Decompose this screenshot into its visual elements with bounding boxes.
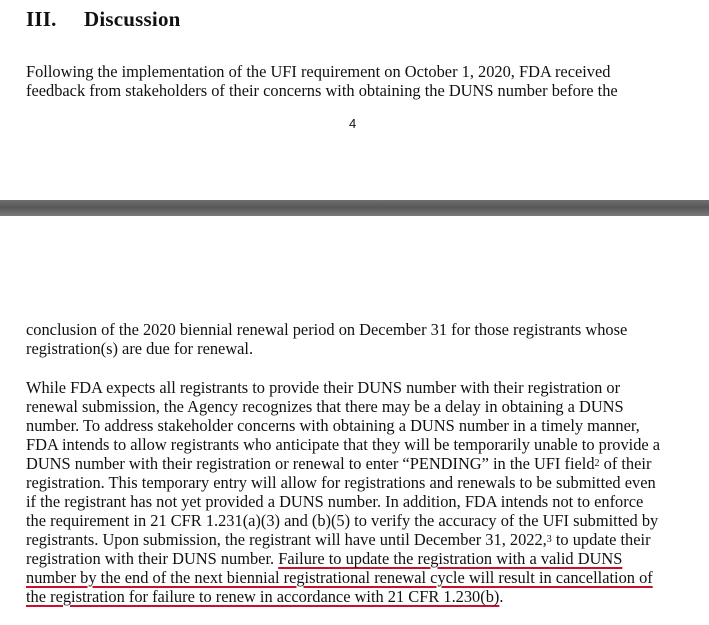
footnote-reference[interactable]: 3	[546, 534, 552, 545]
section-title: Discussion	[84, 7, 181, 31]
text-line: While FDA expects all registrants to provide their DUNS number with their registration or	[26, 378, 621, 397]
text-fragment: registrants. Upon submission, the registrant will have until December 31, 2022,	[26, 530, 547, 549]
text-line: conclusion of the 2020 biennial renewal period on December 31 for those registrants whose	[26, 320, 628, 339]
text-line	[26, 530, 660, 549]
page-break-separator	[0, 200, 709, 216]
text-line	[26, 568, 660, 587]
highlighted-text: Failure to update the registration with a valid DUNS	[278, 549, 623, 568]
text-fragment: .	[499, 587, 504, 606]
text-fragment: registration with their DUNS number.	[26, 549, 279, 568]
text-line	[26, 549, 660, 568]
text-line: renewal submission, the Agency recognizes that there may be a delay in obtaining a DUNS	[26, 397, 624, 416]
section-heading	[26, 7, 181, 32]
text-line	[26, 587, 660, 606]
text-line: Following the implementation of the UFI requirement on October 1, 2020, FDA received	[26, 62, 611, 81]
text-fragment: to update their	[551, 530, 651, 549]
text-line: if the registrant has not yet provided a DUNS number. In addition, FDA intends not to enforce	[26, 492, 644, 511]
document-page-top	[0, 0, 709, 200]
text-line	[26, 454, 660, 473]
text-line: registration. This temporary entry will allow for registrations and renewals to be submitted even	[26, 473, 656, 492]
text-line: the requirement in 21 CFR 1.231(a)(3) and (b)(5) to verify the accuracy of the UFI submitted by	[26, 511, 659, 530]
highlighted-text: the registration for failure to renew in accordance with 21 CFR 1.230(b)	[26, 587, 500, 606]
paragraph-intro	[26, 62, 618, 100]
highlighted-text: number by the end of the next biennial registrational renewal cycle will result in cancellation of	[26, 568, 653, 587]
text-line: number. To address stakeholder concerns with obtaining a DUNS number in a timely manner,	[26, 416, 640, 435]
text-line: registration(s) are due for renewal.	[26, 339, 254, 358]
page-number: 4	[349, 116, 357, 131]
paragraph-pending-policy	[26, 378, 660, 606]
footnote-reference[interactable]: 2	[594, 458, 600, 469]
text-fragment: of their	[599, 454, 652, 473]
paragraph-continuation	[26, 320, 627, 358]
section-number: III.	[26, 7, 57, 31]
text-fragment: DUNS number with their registration or renewal to enter “PENDING” in the UFI field	[26, 454, 595, 473]
text-line: feedback from stakeholders of their concerns with obtaining the DUNS number before the	[26, 81, 618, 100]
text-line: FDA intends to allow registrants who anticipate that they will be temporarily unable to provide a	[26, 435, 661, 454]
